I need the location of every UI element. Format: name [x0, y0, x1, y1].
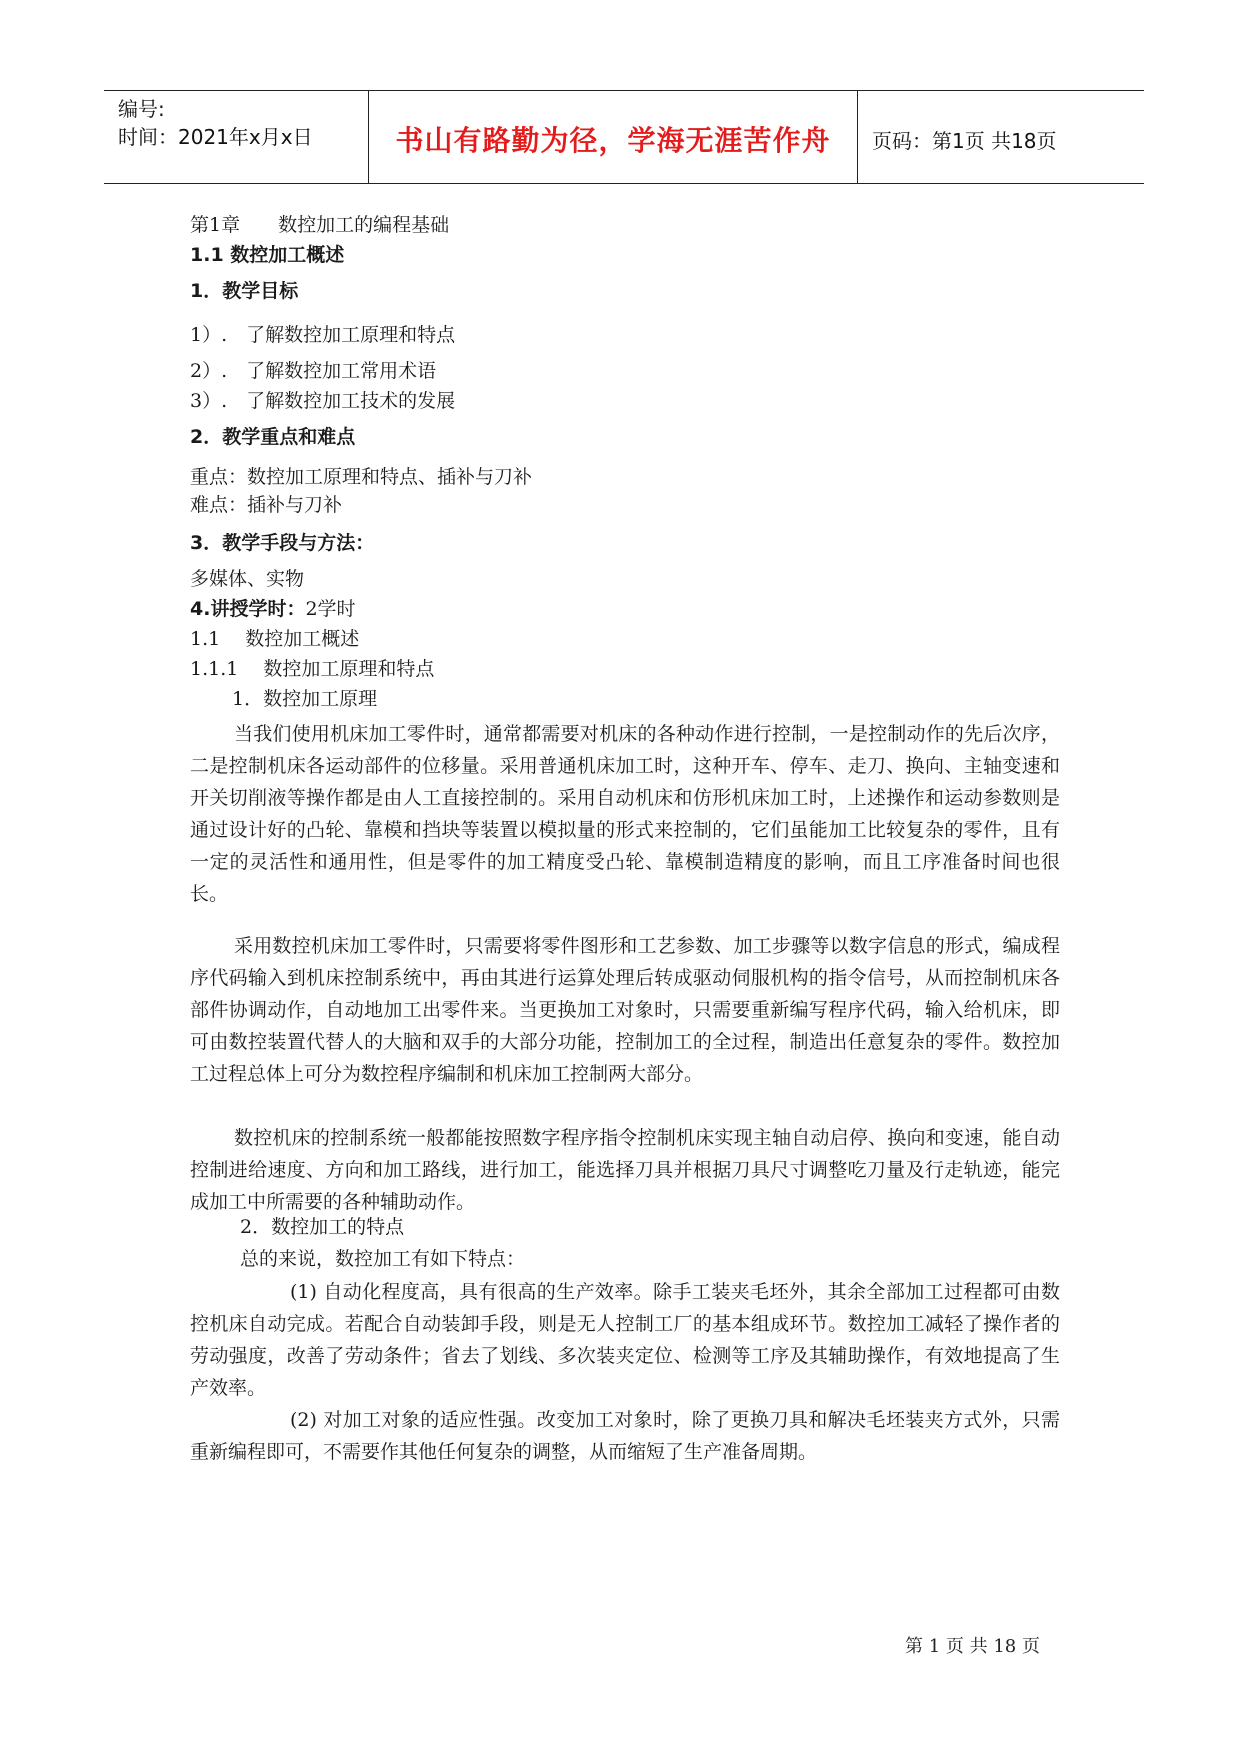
objective-item: 2）. 了解数控加工常用术语 [190, 360, 437, 382]
page-footer: 第 1 页 共 18 页 [905, 1636, 1040, 1657]
header-motto: 书山有路勤为径，学海无涯苦作舟 [395, 124, 831, 157]
heading-methods: 3．教学手段与方法： [190, 532, 375, 554]
hours-value: 2学时 [305, 598, 356, 620]
hours-label: 4.讲授学时： [190, 598, 306, 620]
teaching-hours [190, 596, 356, 622]
feature-item: (2) 对加工对象的适应性强。改变加工对象时，除了更换刀具和解决毛坯装夹方式外，只需重新编程即可，不需要作其他任何复杂的调整，从而缩短了生产准备周期。 [190, 1409, 1060, 1463]
features-intro: 总的来说，数控加工有如下特点： [240, 1248, 526, 1270]
methods: 多媒体、实物 [190, 568, 305, 590]
chapter-title: 第1章 数控加工的编程基础 [190, 214, 450, 236]
objective-item: 1）. 了解数控加工原理和特点 [190, 324, 456, 346]
item-principle: 1．数控加工原理 [232, 688, 378, 710]
heading-objectives: 1．教学目标 [190, 280, 299, 302]
header-page-info: 页码：第1页 共18页 [872, 129, 1057, 153]
time-label: 时间：2021年x月x日 [118, 125, 313, 149]
heading-key-points: 2．教学重点和难点 [190, 426, 356, 448]
header-divider [857, 91, 858, 183]
feature-item: (1) 自动化程度高，具有很高的生产效率。除手工装夹毛坯外，其余全部加工过程都可由数控机床自动完成。若配合自动装卸手段，则是无人控制工厂的基本组成环节。数控加工减轻了操作者的劳动强度，改善了劳动条件；省去了划线、多次装夹定位、检测等工序及其辅助操作，有效地提高了生产效率。 [190, 1281, 1060, 1399]
objective-item: 3）. 了解数控加工技术的发展 [190, 390, 456, 412]
section-title: 1.1 数控加工概述 [190, 244, 345, 266]
paragraph: 当我们使用机床加工零件时，通常都需要对机床的各种动作进行控制，一是控制动作的先后次序，二是控制机床各运动部件的位移量。采用普通机床加工时，这种开车、停车、走刀、换向、主轴变速和开关切削液等操作都是由人工直接控制的。采用自动机床和仿形机床加工时，上述操作和运动参数则是通过设计好的凸轮、靠模和挡块等装置以模拟量的形式来控制的，它们虽能加工比较复杂的零件，且有一定的灵活性和通用性，但是零件的加工精度受凸轮、靠模制造精度的影响，而且工序准备时间也很长。 [190, 723, 1060, 905]
paragraph: 采用数控机床加工零件时，只需要将零件图形和工艺参数、加工步骤等以数字信息的形式，编成程序代码输入到机床控制系统中，再由其进行运算处理后转成驱动伺服机构的指令信号，从而控制机床各部件协调动作，自动地加工出零件来。当更换加工对象时，只需要重新编写程序代码，输入给机床，即可由数控装置代替人的大脑和双手的大部分功能，控制加工的全过程，制造出任意复杂的零件。数控加工过程总体上可分为数控程序编制和机床加工控制两大部分。 [190, 935, 1060, 1085]
difficult-points: 难点：插补与刀补 [190, 494, 343, 516]
subsection-1-1: 1.1 数控加工概述 [190, 628, 360, 650]
subsection-1-1-1: 1.1.1 数控加工原理和特点 [190, 658, 435, 680]
header-meta [118, 95, 313, 151]
page-header [104, 90, 1144, 184]
number-label: 编号: [118, 97, 165, 121]
paragraph: 数控机床的控制系统一般都能按照数字程序指令控制机床实现主轴自动启停、换向和变速，能自动控制进给速度、方向和加工路线，进行加工，能选择刀具并根据刀具尺寸调整吃刀量及行走轨迹，能完成加工中所需要的各种辅助动作。 [190, 1127, 1060, 1213]
item-features: 2．数控加工的特点 [240, 1216, 405, 1238]
key-points: 重点：数控加工原理和特点、插补与刀补 [190, 466, 533, 488]
